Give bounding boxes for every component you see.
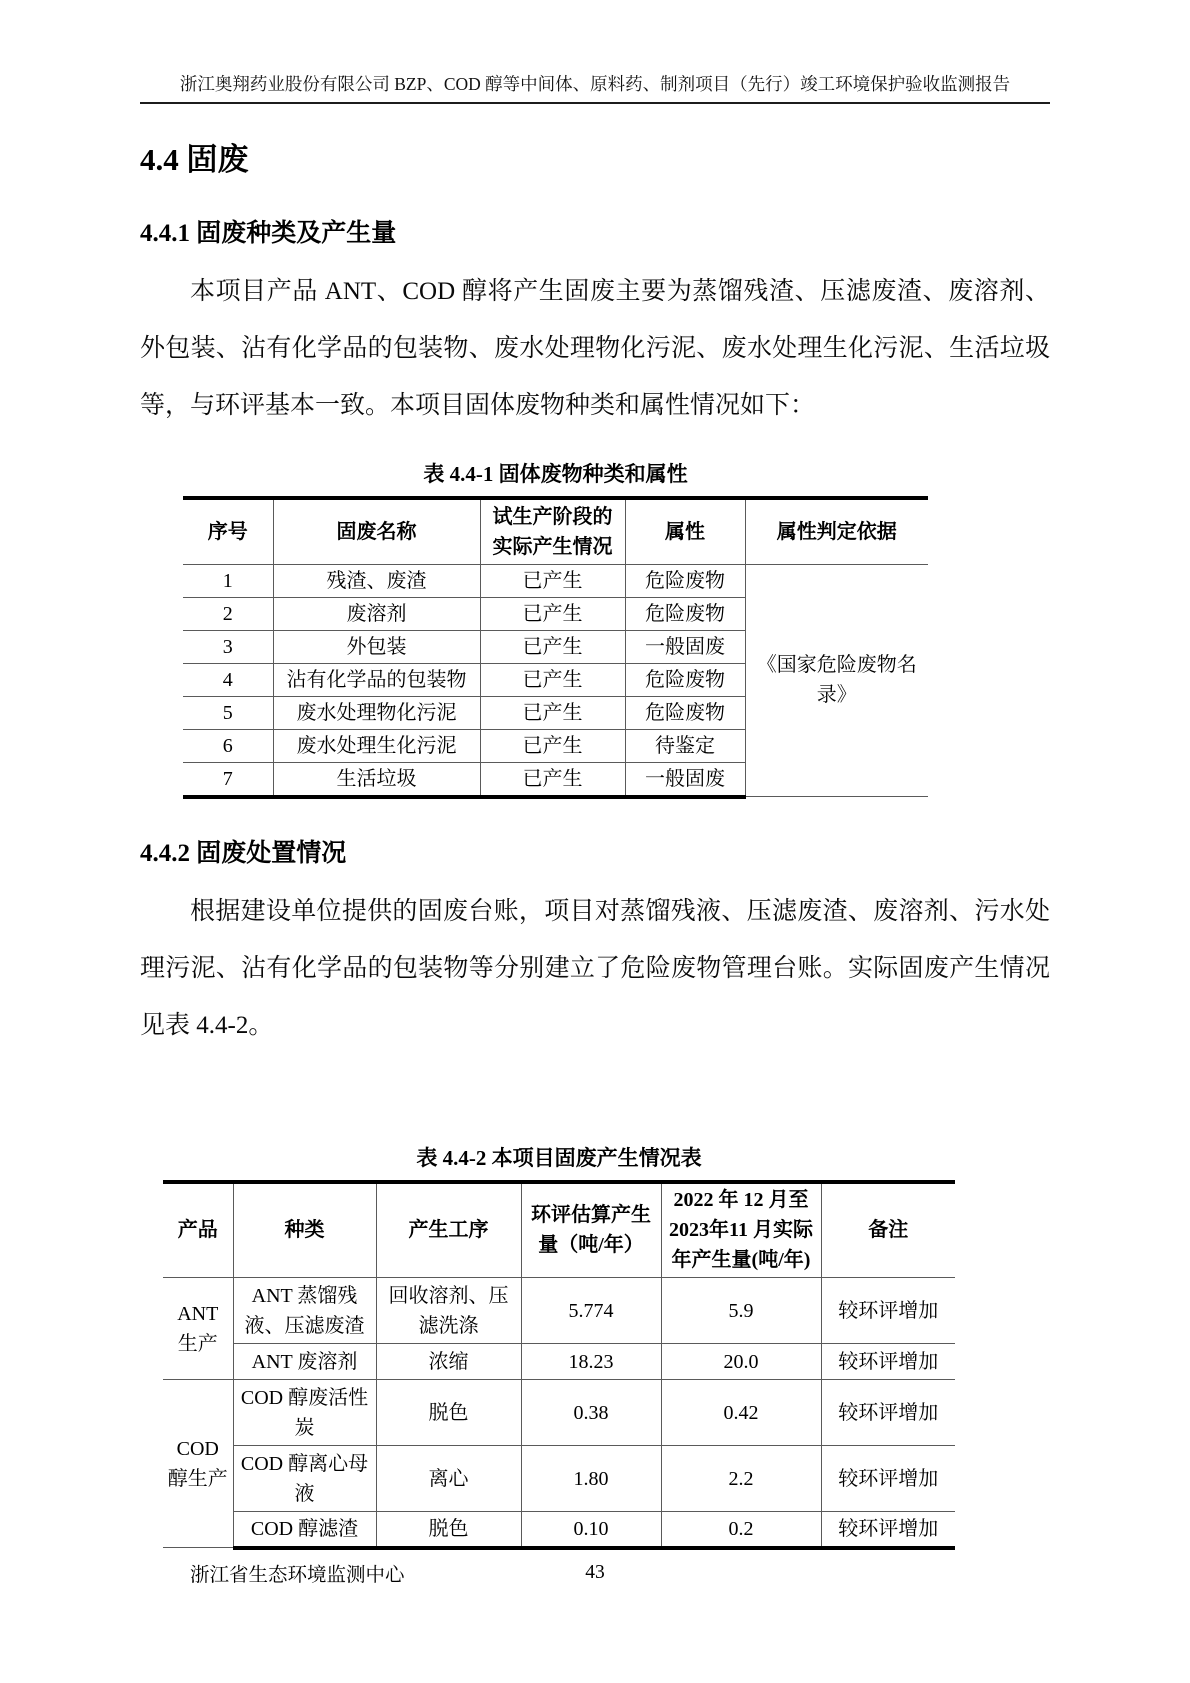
section-heading-4-4-2: 4.4.2 固废处置情况 [140, 839, 347, 867]
cell-trial-status: 已产生 [480, 762, 625, 797]
cell-seq: 5 [183, 696, 273, 729]
cell-process: 回收溶剂、压滤洗涤 [376, 1278, 521, 1344]
cell-trial-status: 已产生 [480, 630, 625, 663]
cell-process: 离心 [376, 1446, 521, 1512]
cell-waste-name: 废水处理生化污泥 [273, 729, 480, 762]
cell-remark: 较环评增加 [821, 1446, 955, 1512]
cell-kind: COD 醇废活性炭 [233, 1380, 376, 1446]
cell-attribute: 危险废物 [625, 696, 745, 729]
col-header-remark: 备注 [821, 1182, 955, 1278]
cell-kind: COD 醇滤渣 [233, 1512, 376, 1548]
cell-actual-output: 5.9 [661, 1278, 821, 1344]
cell-actual-output: 2.2 [661, 1446, 821, 1512]
cell-eia-estimate: 0.38 [521, 1380, 661, 1446]
cell-seq: 6 [183, 729, 273, 762]
cell-waste-name: 废水处理物化污泥 [273, 696, 480, 729]
table-header-row [163, 1182, 955, 1278]
cell-attribute: 一般固废 [625, 630, 745, 663]
col-header-waste-name: 固废名称 [273, 498, 480, 564]
page-footer [140, 1559, 1050, 1587]
cell-actual-output: 20.0 [661, 1344, 821, 1380]
col-header-actual-output: 2022 年 12 月至 2023年11 月实际年产生量(吨/年) [661, 1182, 821, 1278]
cell-actual-output: 0.2 [661, 1512, 821, 1548]
cell-eia-estimate: 1.80 [521, 1446, 661, 1512]
paragraph-waste-types: 本项目产品 ANT、COD 醇将产生固废主要为蒸馏残渣、压滤废渣、废溶剂、外包装、沾有化学品的包装物、废水处理物化污泥、废水处理生化污泥、生活垃圾等，与环评基本一致。本项目固体废物种类和属性情况如下： [140, 278, 1050, 419]
cell-kind: ANT 蒸馏残液、压滤废渣 [233, 1278, 376, 1344]
header-rule [140, 102, 1050, 104]
table-row [163, 1380, 955, 1446]
cell-process: 浓缩 [376, 1344, 521, 1380]
cell-process: 脱色 [376, 1512, 521, 1548]
cell-waste-name: 外包装 [273, 630, 480, 663]
table-row [163, 1446, 955, 1512]
cell-attribute: 待鉴定 [625, 729, 745, 762]
page-header [140, 0, 1050, 104]
col-header-attribute: 属性 [625, 498, 745, 564]
cell-trial-status: 已产生 [480, 729, 625, 762]
cell-remark: 较环评增加 [821, 1344, 955, 1380]
cell-eia-estimate: 0.10 [521, 1512, 661, 1548]
cell-trial-status: 已产生 [480, 663, 625, 696]
cell-seq: 7 [183, 762, 273, 797]
col-header-basis: 属性判定依据 [745, 498, 928, 564]
cell-remark: 较环评增加 [821, 1278, 955, 1344]
cell-remark: 较环评增加 [821, 1380, 955, 1446]
cell-kind: COD 醇离心母液 [233, 1446, 376, 1512]
table-header-row [183, 498, 928, 564]
cell-remark: 较环评增加 [821, 1512, 955, 1548]
col-header-process: 产生工序 [376, 1182, 521, 1278]
cell-trial-status: 已产生 [480, 564, 625, 597]
cell-seq: 3 [183, 630, 273, 663]
cell-waste-name: 残渣、废渣 [273, 564, 480, 597]
cell-waste-name: 生活垃圾 [273, 762, 480, 797]
col-header-kind: 种类 [233, 1182, 376, 1278]
table-row [163, 1344, 955, 1380]
cell-attribute: 危险废物 [625, 564, 745, 597]
cell-attribute: 一般固废 [625, 762, 745, 797]
cell-seq: 2 [183, 597, 273, 630]
cell-kind: ANT 废溶剂 [233, 1344, 376, 1380]
cell-basis-merged: 《国家危险废物名录》 [745, 564, 928, 797]
cell-actual-output: 0.42 [661, 1380, 821, 1446]
cell-product-cod: COD 醇生产 [163, 1380, 233, 1548]
table-4-4-1 [183, 496, 928, 799]
col-header-eia-estimate: 环评估算产生量（吨/年） [521, 1182, 661, 1278]
table-row [163, 1278, 955, 1344]
section-heading-4-4-1: 4.4.1 固废种类及产生量 [140, 220, 397, 247]
cell-waste-name: 废溶剂 [273, 597, 480, 630]
header-title: 浙江奥翔药业股份有限公司 BZP、COD 醇等中间体、原料药、制剂项目（先行）竣工环境保护验收监测报告 [179, 74, 1011, 94]
cell-seq: 4 [183, 663, 273, 696]
cell-eia-estimate: 18.23 [521, 1344, 661, 1380]
page-number: 43 [585, 1562, 605, 1583]
cell-eia-estimate: 5.774 [521, 1278, 661, 1344]
col-header-product: 产品 [163, 1182, 233, 1278]
cell-waste-name: 沾有化学品的包装物 [273, 663, 480, 696]
cell-process: 脱色 [376, 1380, 521, 1446]
table-4-4-2-caption: 表 4.4-2 本项目固废产生情况表 [416, 1145, 702, 1170]
section-heading-4-4: 4.4 固废 [140, 142, 249, 177]
footer-organization: 浙江省生态环境监测中心 [190, 1565, 405, 1586]
table-row [183, 564, 928, 597]
table-4-4-2 [163, 1180, 955, 1550]
cell-attribute: 危险废物 [625, 663, 745, 696]
cell-seq: 1 [183, 564, 273, 597]
paragraph-waste-disposal: 根据建设单位提供的固废台账，项目对蒸馏残液、压滤废渣、废溶剂、污水处理污泥、沾有化学品的包装物等分别建立了危险废物管理台账。实际固废产生情况见表 4.4-2。 [140, 897, 1050, 1039]
col-header-trial-status: 试生产阶段的实际产生情况 [480, 498, 625, 564]
table-4-4-1-caption: 表 4.4-1 固体废物种类和属性 [423, 462, 688, 486]
table-row [163, 1512, 955, 1548]
cell-product-ant: ANT 生产 [163, 1278, 233, 1380]
col-header-seq: 序号 [183, 498, 273, 564]
cell-attribute: 危险废物 [625, 597, 745, 630]
cell-trial-status: 已产生 [480, 597, 625, 630]
cell-trial-status: 已产生 [480, 696, 625, 729]
